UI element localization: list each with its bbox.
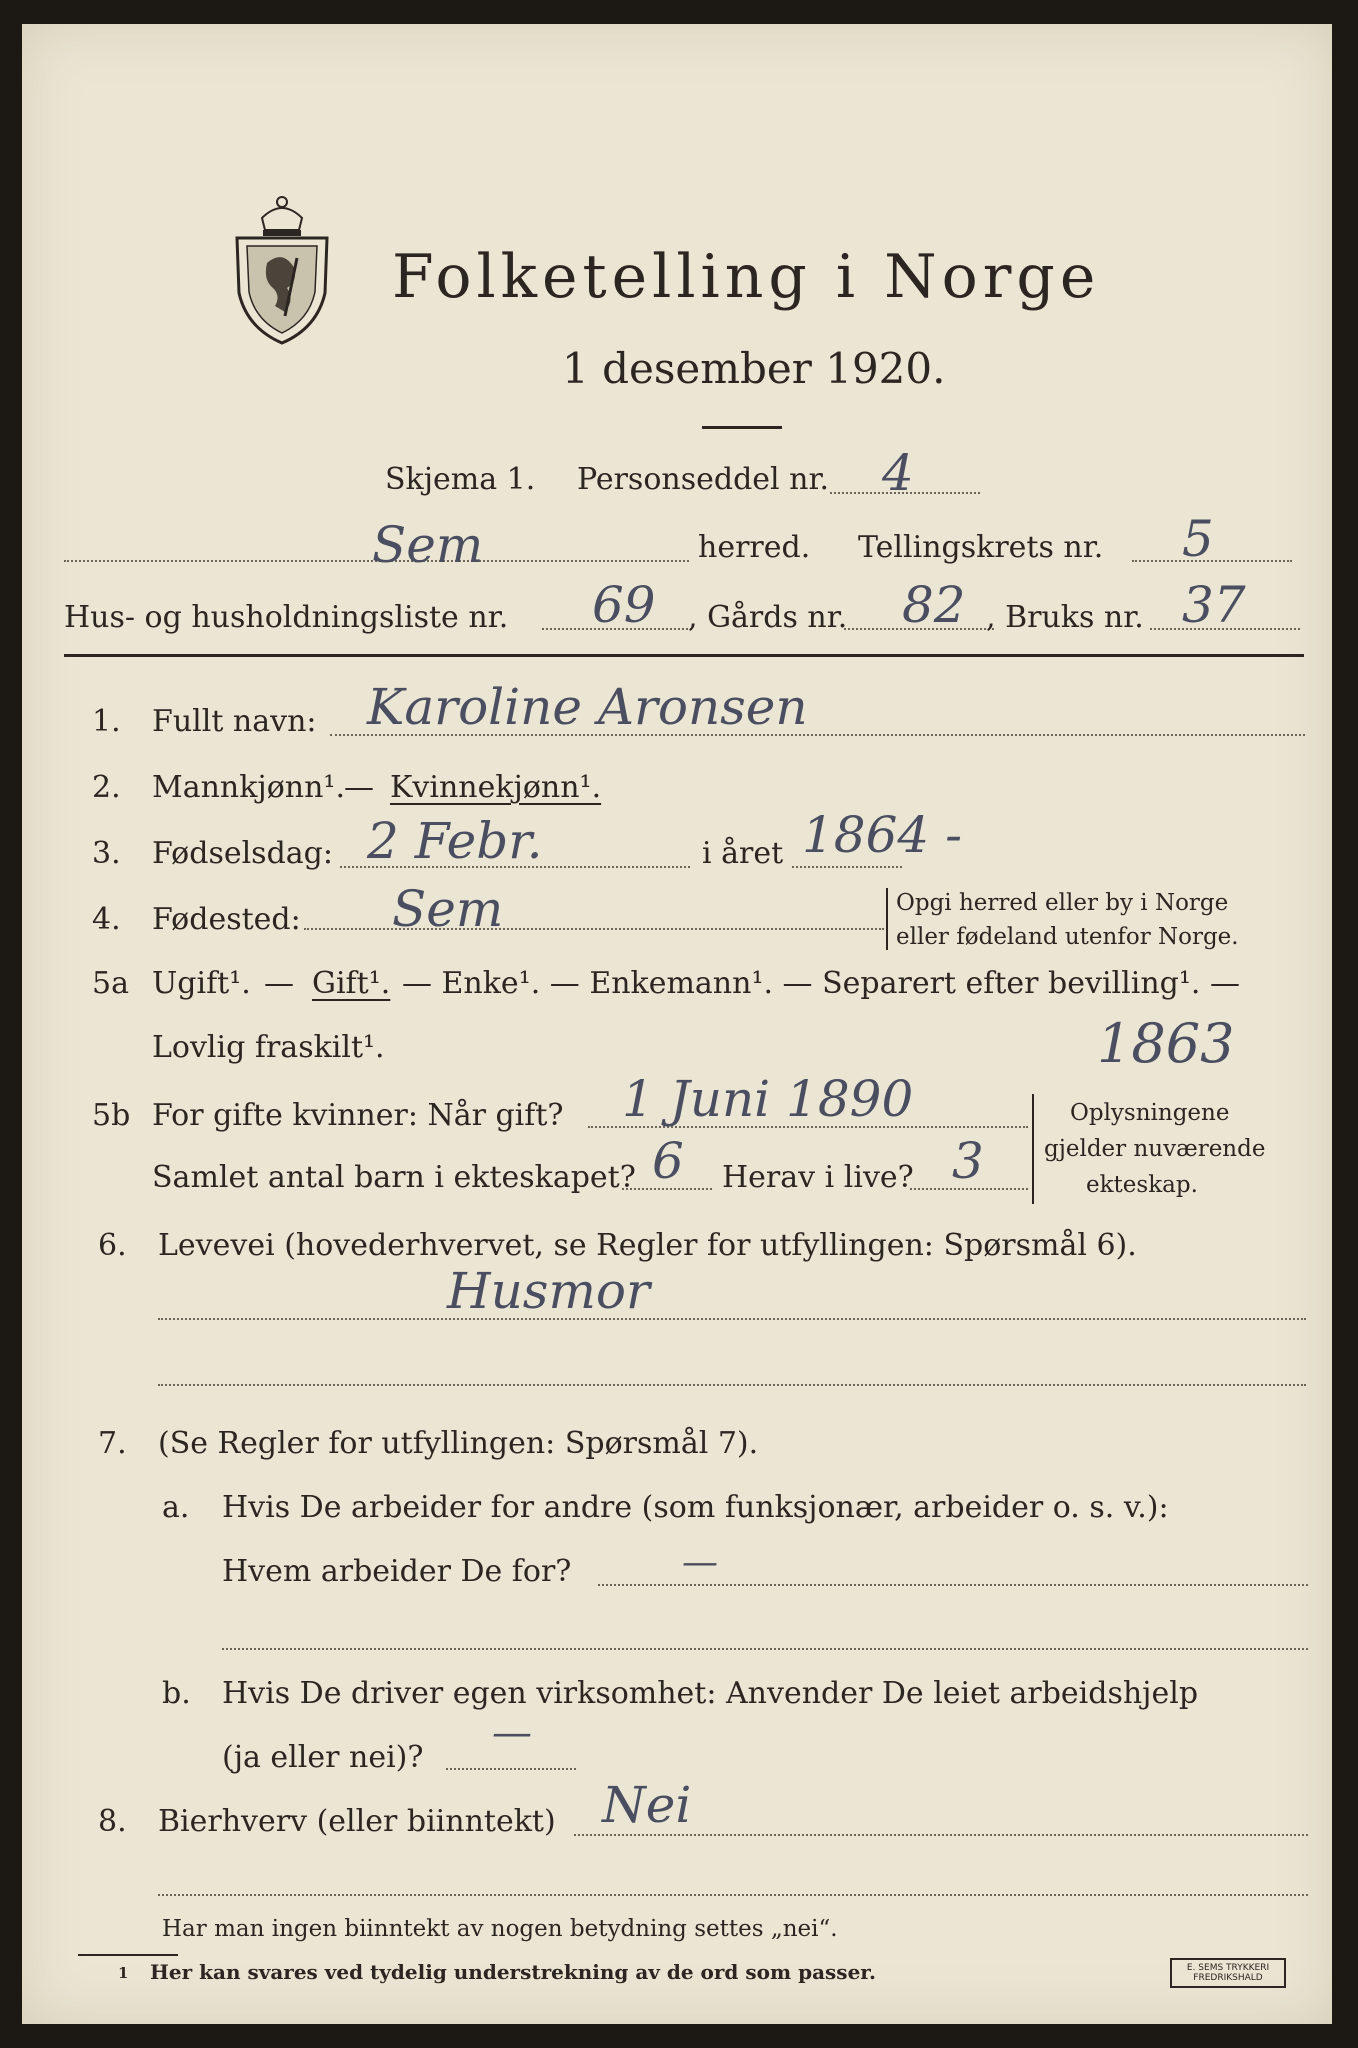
q6-line2	[158, 1384, 1306, 1386]
q2-mann: Mannkjønn¹.	[152, 770, 345, 805]
q4-value: Sem	[392, 880, 504, 938]
tellingskrets-label: Tellingskrets nr.	[858, 530, 1104, 565]
q5b-label3: Herav i live?	[722, 1160, 914, 1195]
title-divider	[702, 426, 782, 429]
q2-dash: —	[344, 770, 374, 805]
husliste-label: Hus- og husholdningsliste nr.	[64, 600, 509, 635]
q8-label: Bierhverv (eller biinntekt)	[158, 1804, 556, 1839]
q2-kvinne-selected: Kvinnekjønn¹.	[390, 770, 602, 805]
q5b-label2: Samlet antal barn i ekteskapet?	[152, 1160, 636, 1195]
q5a-ugift: Ugift¹.	[152, 966, 251, 1001]
coat-of-arms-icon	[227, 188, 337, 348]
q5a-margin-note: 1863	[1097, 1012, 1235, 1075]
herred-label: herred.	[698, 530, 811, 565]
q7a-question: Hvem arbeider De for?	[222, 1554, 572, 1589]
bruks-label: , Bruks nr.	[986, 600, 1144, 635]
q4-note-line1: Opgi herred eller by i Norge	[896, 890, 1229, 916]
q5a-dash: —	[264, 966, 294, 1001]
q6-line1	[158, 1318, 1306, 1320]
printer-stamp-line1: E. SEMS TRYKKERI	[1186, 1963, 1270, 1973]
bruks-value: 37	[1182, 576, 1246, 634]
q5a-number: 5a	[92, 966, 129, 1001]
q5b-note-line3: ekteskap.	[1086, 1172, 1198, 1198]
q7b-question: (ja eller nei)?	[222, 1740, 424, 1775]
gards-value: 82	[902, 576, 966, 634]
q4-line	[304, 928, 884, 930]
q7a-line2	[222, 1648, 1308, 1650]
q5b-value3: 3	[952, 1132, 984, 1190]
q5b-value1: 1 Juni 1890	[622, 1070, 914, 1128]
q5b-note-line2: gjelder nuværende	[1044, 1136, 1266, 1162]
q8-value: Nei	[602, 1776, 692, 1834]
q5a-fraskilt: Lovlig fraskilt¹.	[152, 1030, 385, 1065]
q1-label: Fullt navn:	[152, 704, 317, 739]
q3-value: 2 Febr.	[367, 812, 543, 870]
q3-label: Fødselsdag:	[152, 836, 333, 871]
q7a-letter: a.	[162, 1490, 190, 1525]
q4-note-line2: eller fødeland utenfor Norge.	[896, 924, 1239, 950]
herred-value: Sem	[372, 516, 484, 574]
q4-number: 4.	[92, 902, 121, 937]
q7-label: (Se Regler for utfyllingen: Spørsmål 7).	[158, 1426, 759, 1461]
q5b-value2: 6	[652, 1132, 684, 1190]
q7a-line1	[598, 1584, 1308, 1586]
personseddel-value: 4	[882, 444, 914, 502]
gards-label: , Gårds nr.	[688, 600, 848, 635]
q7b-label: Hvis De driver egen virksomhet: Anvender De leiet arbeidshjelp	[222, 1676, 1199, 1711]
q5b-note-line1: Oplysningene	[1070, 1100, 1230, 1126]
q1-value: Karoline Aronsen	[367, 678, 808, 736]
husliste-value: 69	[592, 576, 656, 634]
q5b-number: 5b	[92, 1098, 131, 1133]
tellingskrets-value: 5	[1182, 510, 1214, 568]
skjema-label: Skjema 1.	[385, 462, 536, 497]
q5a-options: — Enke¹. — Enkemann¹. — Separert efter bevilling¹. —	[402, 966, 1240, 1001]
q4-note-bracket	[886, 888, 888, 950]
q5a-gift-selected: Gift¹.	[312, 966, 391, 1001]
q8-line1	[574, 1834, 1308, 1836]
q3-year-line	[792, 866, 902, 868]
q7b-line	[446, 1768, 576, 1770]
q7b-letter: b.	[162, 1676, 191, 1711]
q8-number: 8.	[98, 1804, 127, 1839]
q7a-label: Hvis De arbeider for andre (som funksjonær, arbeider o. s. v.):	[222, 1490, 1169, 1525]
personseddel-label: Personseddel nr.	[577, 462, 830, 497]
printer-stamp	[1170, 1958, 1286, 1988]
q5b-note-bracket	[1032, 1094, 1034, 1204]
q3-number: 3.	[92, 836, 121, 871]
q6-label: Levevei (hovederhvervet, se Regler for utfyllingen: Spørsmål 6).	[158, 1228, 1137, 1263]
q3-year-value: 1864 -	[802, 806, 963, 864]
footer-note: Har man ingen biinntekt av nogen betydning settes „nei“.	[162, 1916, 838, 1942]
q5b-label1: For gifte kvinner: Når gift?	[152, 1098, 564, 1133]
q1-number: 1.	[92, 704, 121, 739]
q7-number: 7.	[98, 1426, 127, 1461]
q7a-value: —	[682, 1542, 718, 1583]
q7b-value: —	[492, 1710, 532, 1756]
form-title: Folketelling i Norge	[392, 242, 1101, 312]
footnote-divider	[78, 1954, 178, 1956]
form-date: 1 desember 1920.	[562, 344, 946, 393]
census-form-sheet	[22, 24, 1332, 2024]
footnote-text: Her kan svares ved tydelig understrekning av de ord som passer.	[150, 1960, 876, 1984]
q6-number: 6.	[98, 1228, 127, 1263]
q8-line2	[158, 1894, 1308, 1896]
q6-value: Husmor	[447, 1262, 650, 1320]
header-divider	[64, 654, 1304, 657]
q3-year-label: i året	[702, 836, 784, 871]
q4-label: Fødested:	[152, 902, 301, 937]
q2-number: 2.	[92, 770, 121, 805]
printer-stamp-line2: FREDRIKSHALD	[1193, 1973, 1263, 1983]
footnote-mark: 1	[118, 1964, 129, 1982]
